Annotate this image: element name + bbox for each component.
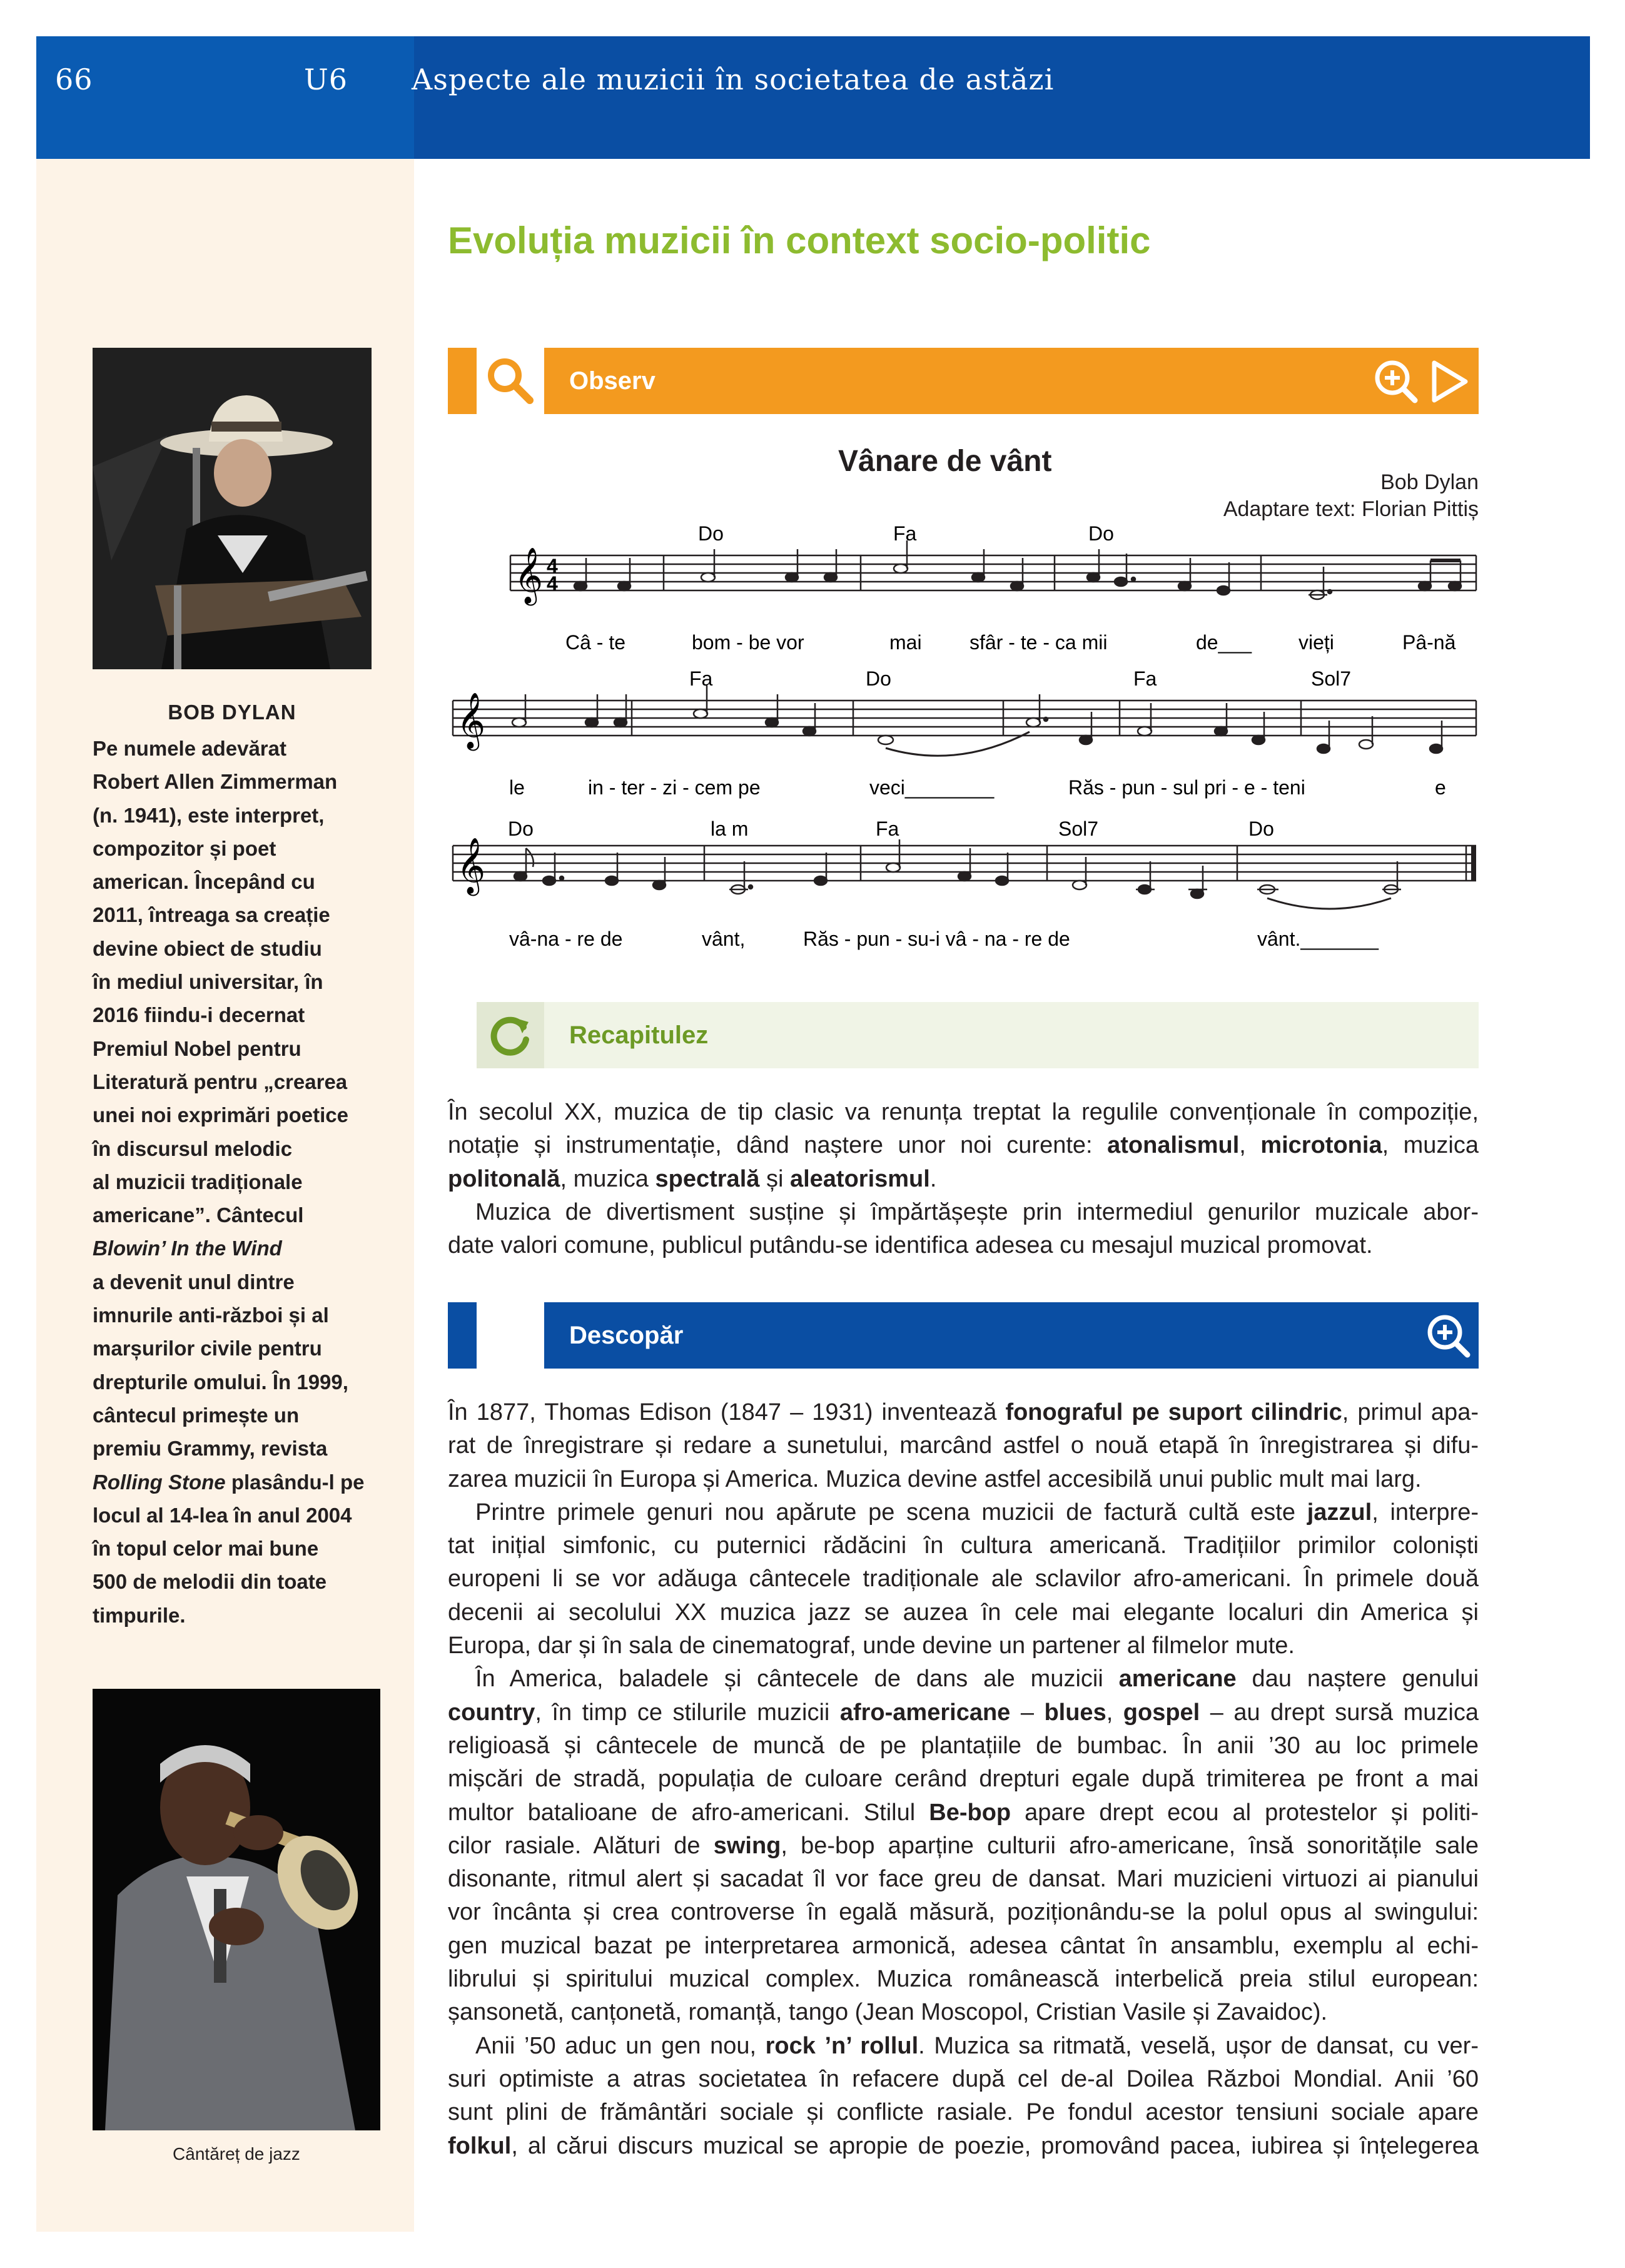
bio-line: 2011, întreaga sa creație bbox=[93, 903, 330, 927]
text-line: cilor rasiale. Alături de swing, be-bop aparține culturii afro-americane, însă sonoritățile sale bbox=[448, 1832, 1479, 1859]
observ-strip bbox=[448, 348, 477, 414]
lyric: veci________ bbox=[869, 776, 995, 799]
lyric: bom - be vor bbox=[692, 631, 804, 654]
staff-system-2 bbox=[453, 667, 1476, 799]
descopar-label: Descopăr bbox=[569, 1321, 684, 1349]
lyric: Pâ-nă bbox=[1402, 631, 1456, 654]
lyric: in - ter - zi - cem pe bbox=[588, 776, 761, 799]
text-line: În 1877, Thomas Edison (1847 – 1931) inventează fonograful pe suport cilindric, primul apa- bbox=[448, 1399, 1479, 1425]
text-line: Anii ’50 aduc un gen nou, rock ’n’ rollul. Muzica sa ritmată, veselă, ușor de dansat, cu ver- bbox=[475, 2032, 1479, 2059]
sheet-music bbox=[448, 519, 1480, 969]
observ-label: Observ bbox=[569, 367, 656, 395]
text-line: În secolul XX, muzica de tip clasic va renunța treptat la regulile convenționale în compoziție, bbox=[448, 1099, 1479, 1125]
zoom-in-icon[interactable] bbox=[1424, 1311, 1474, 1361]
jazz-singer-photo bbox=[93, 1689, 380, 2130]
chord-label: Fa bbox=[689, 667, 713, 690]
bio-line: în topul celor mai bune bbox=[93, 1537, 319, 1561]
observ-body bbox=[544, 348, 1479, 414]
text-line: country, în timp ce stilurile muzicii afro-americane – blues, gospel – au drept sursă muzica bbox=[448, 1699, 1479, 1726]
bio-line: Premiul Nobel pentru bbox=[93, 1036, 301, 1060]
text-line: Europa, dar și în sala de cinematograf, unde devine un partener al filmelor mute. bbox=[448, 1633, 1295, 1659]
lyric: le bbox=[509, 776, 525, 799]
lyric: Răs - pun - su-i vâ - na - re de bbox=[803, 928, 1070, 950]
text-line: șansonetă, canțonetă, romanță, tango (Jean Moscopol, Cristian Vasile și Zavaidoc). bbox=[448, 1999, 1328, 2026]
descopar-header bbox=[448, 1302, 1479, 1369]
bio-line: american. Începând cu bbox=[93, 870, 315, 894]
bio-line: în discursul melodic bbox=[93, 1137, 293, 1160]
text-line: decenii ai secolului XX muzica jazz se auzea în cele mai elegante localuri din America și bbox=[448, 1599, 1479, 1626]
lyric: de___ bbox=[1196, 631, 1252, 654]
recap-paragraph bbox=[448, 1096, 1479, 1262]
bio-line: compozitor și poet bbox=[93, 836, 276, 860]
bio-line: unei noi exprimări poetice bbox=[93, 1103, 348, 1127]
svg-text:4: 4 bbox=[547, 555, 558, 577]
chord-label: Sol7 bbox=[1311, 667, 1352, 690]
bio-line: premiu Grammy, revista bbox=[93, 1437, 328, 1461]
section-title: Evoluția muzicii în context socio-politic bbox=[448, 220, 1151, 261]
recap-label: Recapitulez bbox=[569, 1021, 709, 1049]
lyric: vânt, bbox=[702, 928, 746, 950]
svg-text:4: 4 bbox=[547, 572, 558, 595]
text-line: suri optimiste a atras societatea în refacere după cel de-al Doilea Război Mondial. Anii ’60 bbox=[448, 2065, 1479, 2092]
chord-label: Do bbox=[508, 818, 534, 840]
bob-dylan-photo bbox=[93, 348, 372, 669]
bio-line: americane”. Cântecul bbox=[93, 1203, 304, 1227]
text-line: folkul, al cărui discurs muzical se apropie de poezie, promovând pacea, iubirea și înțelegerea bbox=[448, 2132, 1479, 2159]
bio-line: Rolling Stone plasându-l pe bbox=[93, 1470, 365, 1494]
treble-clef-icon: 𝄞 bbox=[457, 838, 486, 894]
text-line: multor batalioane de afro-americani. Stilul Be-bop apare drept ecou al protestelor și politi- bbox=[448, 1799, 1479, 1826]
chord-label: Do bbox=[866, 667, 891, 690]
text-line: disonante, ritmul alert și sacadat îl vor face greu de dansat. Mari muzicieni virtuozi ai pianului bbox=[448, 1866, 1479, 1893]
text-line: gen muzical bazat pe interpretarea armonică, adesea cântat în ansamblu, exemplu al echi- bbox=[448, 1932, 1479, 1959]
text-line: vor încânta și crea controverse în egală măsură, poziționându-se la polul opus al swingului: bbox=[448, 1899, 1479, 1926]
page-number: 66 bbox=[55, 63, 93, 96]
text-line: Printre primele genuri nou apărute pe scena muzicii de factură cultă este jazzul, interpre- bbox=[475, 1499, 1479, 1526]
bio-line: imnurile anti-război și al bbox=[93, 1304, 329, 1327]
bio-line: locul al 14-lea în anul 2004 bbox=[93, 1503, 352, 1527]
chord-label: Sol7 bbox=[1058, 818, 1099, 840]
lyric: vânt._______ bbox=[1257, 928, 1379, 950]
bio-line: a devenit unul dintre bbox=[93, 1270, 295, 1293]
zoom-in-icon[interactable] bbox=[1371, 357, 1421, 407]
photo-caption: Cântăreț de jazz bbox=[173, 2144, 300, 2164]
text-line: zarea muzicii în Europa și America. Muzica devine astfel accesibilă unui public mult mai larg. bbox=[448, 1466, 1422, 1492]
chapter-title: Aspecte ale muzicii în societatea de astăzi bbox=[412, 63, 1055, 96]
bio-line: marșurilor civile pentru bbox=[93, 1337, 322, 1360]
bio-line: drepturile omului. În 1999, bbox=[93, 1370, 348, 1394]
lyric: vieți bbox=[1298, 631, 1334, 654]
text-line: date valori comune, publicul putându-se identifica adesea cu mesajul muzical promovat. bbox=[448, 1232, 1373, 1259]
header-left-block bbox=[36, 36, 414, 159]
bio-line: devine obiect de studiu bbox=[93, 936, 322, 960]
treble-clef-icon: 𝄞 bbox=[457, 692, 486, 749]
text-line: politonală, muzica spectrală și aleatorismul. bbox=[448, 1165, 937, 1192]
text-line: librului și spiritului muzical complex. Muzica românească interbelică preia stilul european: bbox=[448, 1966, 1479, 1993]
text-line: religioasă și cântecele de muncă de pe plantațiile de bumbac. În anii ’30 au loc primele bbox=[448, 1732, 1479, 1759]
lyric: Câ - te bbox=[565, 631, 626, 654]
song-title: Vânare de vânt bbox=[838, 445, 1052, 478]
bio-line: 2016 fiindu-i decernat bbox=[93, 1003, 305, 1027]
bio-line: 500 de melodii din toate bbox=[93, 1570, 327, 1594]
sidebar-biography bbox=[93, 732, 393, 1632]
song-author: Bob Dylan bbox=[1380, 470, 1479, 494]
song-adaptation: Adaptare text: Florian Pittiș bbox=[1223, 497, 1479, 521]
staff-system-3 bbox=[453, 818, 1476, 950]
observ-header bbox=[448, 348, 1479, 414]
page-header bbox=[36, 36, 1590, 159]
recap-strip bbox=[448, 1002, 477, 1068]
text-line: Muzica de divertisment susține și împărtășește prin intermediul genurilor muzicale abor- bbox=[475, 1198, 1479, 1225]
text-line: notație și instrumentație, dând naștere unor noi curente: atonalismul, microtonia, muzica bbox=[448, 1132, 1479, 1159]
lyric: e bbox=[1435, 776, 1446, 799]
text-line: În America, baladele și cântecele de dans ale muzicii americane dau naștere genului bbox=[475, 1666, 1479, 1693]
play-icon[interactable] bbox=[1424, 357, 1474, 407]
text-line: europeni li se vor adăuga cântecele tradiționale ale sclavilor afro-americani. În primele două bbox=[448, 1566, 1479, 1592]
chord-label: Do bbox=[698, 522, 724, 545]
lyric: vâ-na - re de bbox=[509, 928, 623, 950]
recap-body bbox=[544, 1002, 1479, 1068]
compass-icon bbox=[477, 1302, 544, 1369]
recap-header bbox=[448, 1002, 1479, 1068]
sidebar-name: BOB DYLAN bbox=[168, 701, 296, 724]
staff-system-1 bbox=[510, 522, 1476, 654]
magnifier-icon bbox=[477, 348, 544, 414]
unit-label: U6 bbox=[304, 63, 348, 96]
text-line: rat de înregistrare și redare a sunetului, marcând astfel o nouă etapă în înregistrarea și difu- bbox=[448, 1432, 1479, 1459]
descopar-strip bbox=[448, 1302, 477, 1369]
bio-line: în mediul universitar, în bbox=[93, 970, 323, 994]
bio-line: Literatură pentru „crearea bbox=[93, 1070, 348, 1093]
descopar-body bbox=[544, 1302, 1479, 1369]
chord-label: Fa bbox=[893, 522, 917, 545]
bio-line: (n. 1941), este interpret, bbox=[93, 803, 325, 827]
refresh-icon bbox=[477, 1002, 544, 1068]
treble-clef-icon: 𝄞 bbox=[514, 547, 544, 604]
bio-line: al muzicii tradiționale bbox=[93, 1170, 303, 1193]
bio-line: Robert Allen Zimmerman bbox=[93, 770, 338, 794]
bio-line: Blowin’ In the Wind bbox=[93, 1237, 282, 1260]
chord-label: Fa bbox=[1133, 667, 1157, 690]
text-line: mișcări de stradă, populația de culoare cerând drepturi egale după trimiterea pe front a mai bbox=[448, 1766, 1479, 1793]
bio-line: Pe numele adevărat bbox=[93, 737, 286, 760]
text-line: sunt plini de frământări sociale și conflicte rasiale. Pe fondul acestor tensiuni sociale apare bbox=[448, 2099, 1479, 2126]
lyric: Răs - pun - sul pri - e - teni bbox=[1068, 776, 1305, 799]
chord-label: Do bbox=[1088, 522, 1114, 545]
bio-line: cântecul primește un bbox=[93, 1403, 300, 1427]
lyric: sfâr - te - ca mii bbox=[969, 631, 1108, 654]
descopar-paragraph bbox=[448, 1396, 1479, 2163]
chord-label: la m bbox=[711, 818, 749, 840]
chord-label: Fa bbox=[876, 818, 899, 840]
bio-line: timpurile. bbox=[93, 1603, 186, 1627]
chord-label: Do bbox=[1248, 818, 1274, 840]
text-line: tat inițial simfonic, cu puternici rădăcini în cultura americană. Tradițiilor primilor coloniști bbox=[448, 1532, 1479, 1559]
lyric: mai bbox=[889, 631, 922, 654]
